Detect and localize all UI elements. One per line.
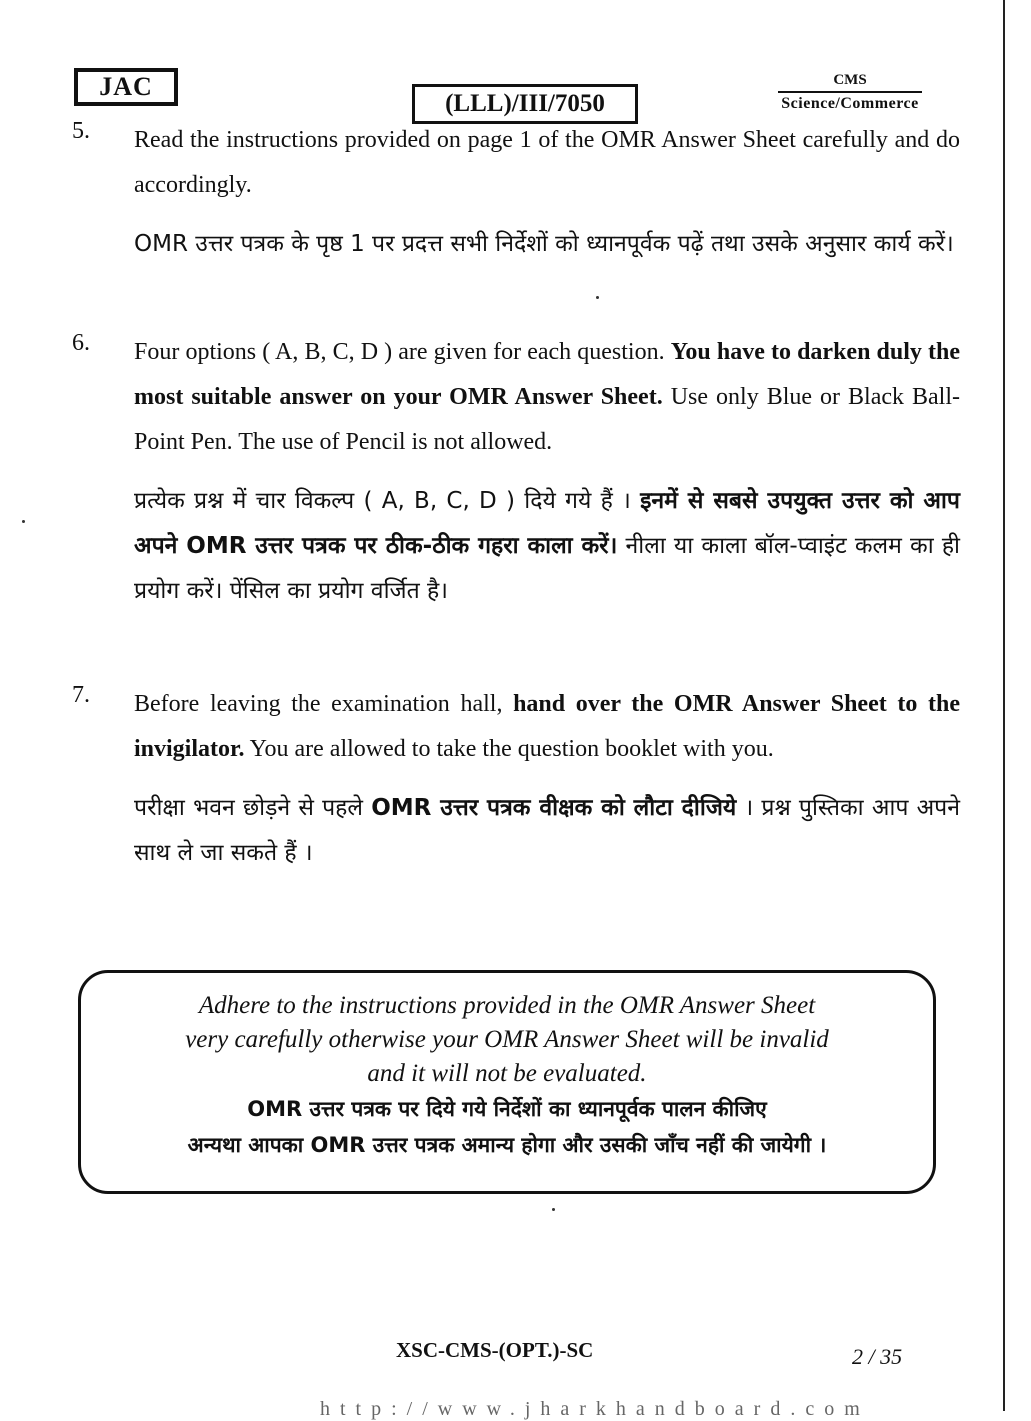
instruction-item <box>72 682 960 876</box>
instruction-item <box>72 118 960 267</box>
paper-code: (LLL)/III/7050 <box>412 84 638 124</box>
warning-notice-box <box>78 970 936 1194</box>
instruction-hindi <box>134 479 960 614</box>
body-text: Read the instructions provided on page 1 of the OMR Answer Sheet carefully and do accordingly. <box>134 127 960 198</box>
instruction-english <box>134 118 960 208</box>
footer-code: XSC-CMS-(OPT.)-SC <box>396 1338 594 1362</box>
emphasized-text: OMR उत्तर पत्रक वीक्षक को लौटा दीजिये <box>371 795 737 821</box>
notice-english-line: Adhere to the instructions provided in the OMR Answer Sheet <box>198 992 816 1019</box>
body-text: Four options ( A, B, C, D ) are given for each question. <box>134 339 671 365</box>
notice-hindi-line: OMR उत्तर पत्रक पर दिये गये निर्देशों का ध्यानपूर्वक पालन कीजिए <box>247 1097 767 1121</box>
stream-label: Science/Commerce <box>781 95 919 112</box>
body-text: । प्रश्न पुस्तिका आप अपने साथ ले जा सकते हैं । <box>134 795 960 866</box>
notice-english-line: very carefully otherwise your OMR Answer Sheet will be invalid <box>185 1026 829 1053</box>
body-text: Use only Blue or Black Ball-Point Pen. The use of Pencil is not allowed. <box>134 384 961 455</box>
page-number: 2 / 35 <box>852 1344 903 1369</box>
instruction-hindi <box>134 786 960 876</box>
emphasized-text: You have to darken duly the most suitable answer on your OMR Answer Sheet. <box>134 339 960 410</box>
instruction-english <box>134 330 960 465</box>
subject-block <box>748 72 952 113</box>
body-text: प्रत्येक प्रश्न में चार विकल्प ( A, B, C, D ) दिये गये हैं । <box>134 488 641 514</box>
emphasized-text: hand over the OMR Answer Sheet to the invigilator. <box>134 691 960 762</box>
page-edge-line <box>1003 0 1005 1411</box>
footer-url-fragment: http://www.jharkhandboard.com <box>320 1398 870 1420</box>
scan-speck <box>596 296 599 299</box>
body-text: You are allowed to take the question booklet with you. <box>244 736 774 762</box>
instruction-number: 7. <box>72 682 90 708</box>
subject-code: CMS <box>778 72 922 93</box>
body-text: Before leaving the examination hall, <box>134 691 514 717</box>
emphasized-text: इनमें से सबसे उपयुक्त उत्तर को आप अपने OMR उत्तर पत्रक पर ठीक-ठीक गहरा काला करें। <box>134 488 960 559</box>
scan-speck <box>552 1208 555 1211</box>
instruction-english <box>134 682 960 772</box>
notice-hindi-line: अन्यथा आपका OMR उत्तर पत्रक अमान्य होगा और उसकी जाँच नहीं की जायेगी । <box>187 1133 827 1157</box>
body-text: नीला या काला बॉल-प्वाइंट कलम का ही प्रयोग करें। पेंसिल का प्रयोग वर्जित है। <box>134 533 960 604</box>
body-text: परीक्षा भवन छोड़ने से पहले <box>134 795 372 821</box>
instruction-number: 5. <box>72 118 90 144</box>
instruction-number: 6. <box>72 330 90 356</box>
instruction-hindi <box>134 222 960 267</box>
body-text: OMR उत्तर पत्रक के पृष्ठ 1 पर प्रदत्त सभी निर्देशों को ध्यानपूर्वक पढ़ें तथा उसके अनुसार कार्य करें। <box>134 231 954 257</box>
instruction-item <box>72 330 960 614</box>
notice-english-line: and it will not be evaluated. <box>367 1060 647 1087</box>
board-label: JAC <box>74 68 178 106</box>
scan-speck <box>22 520 25 523</box>
